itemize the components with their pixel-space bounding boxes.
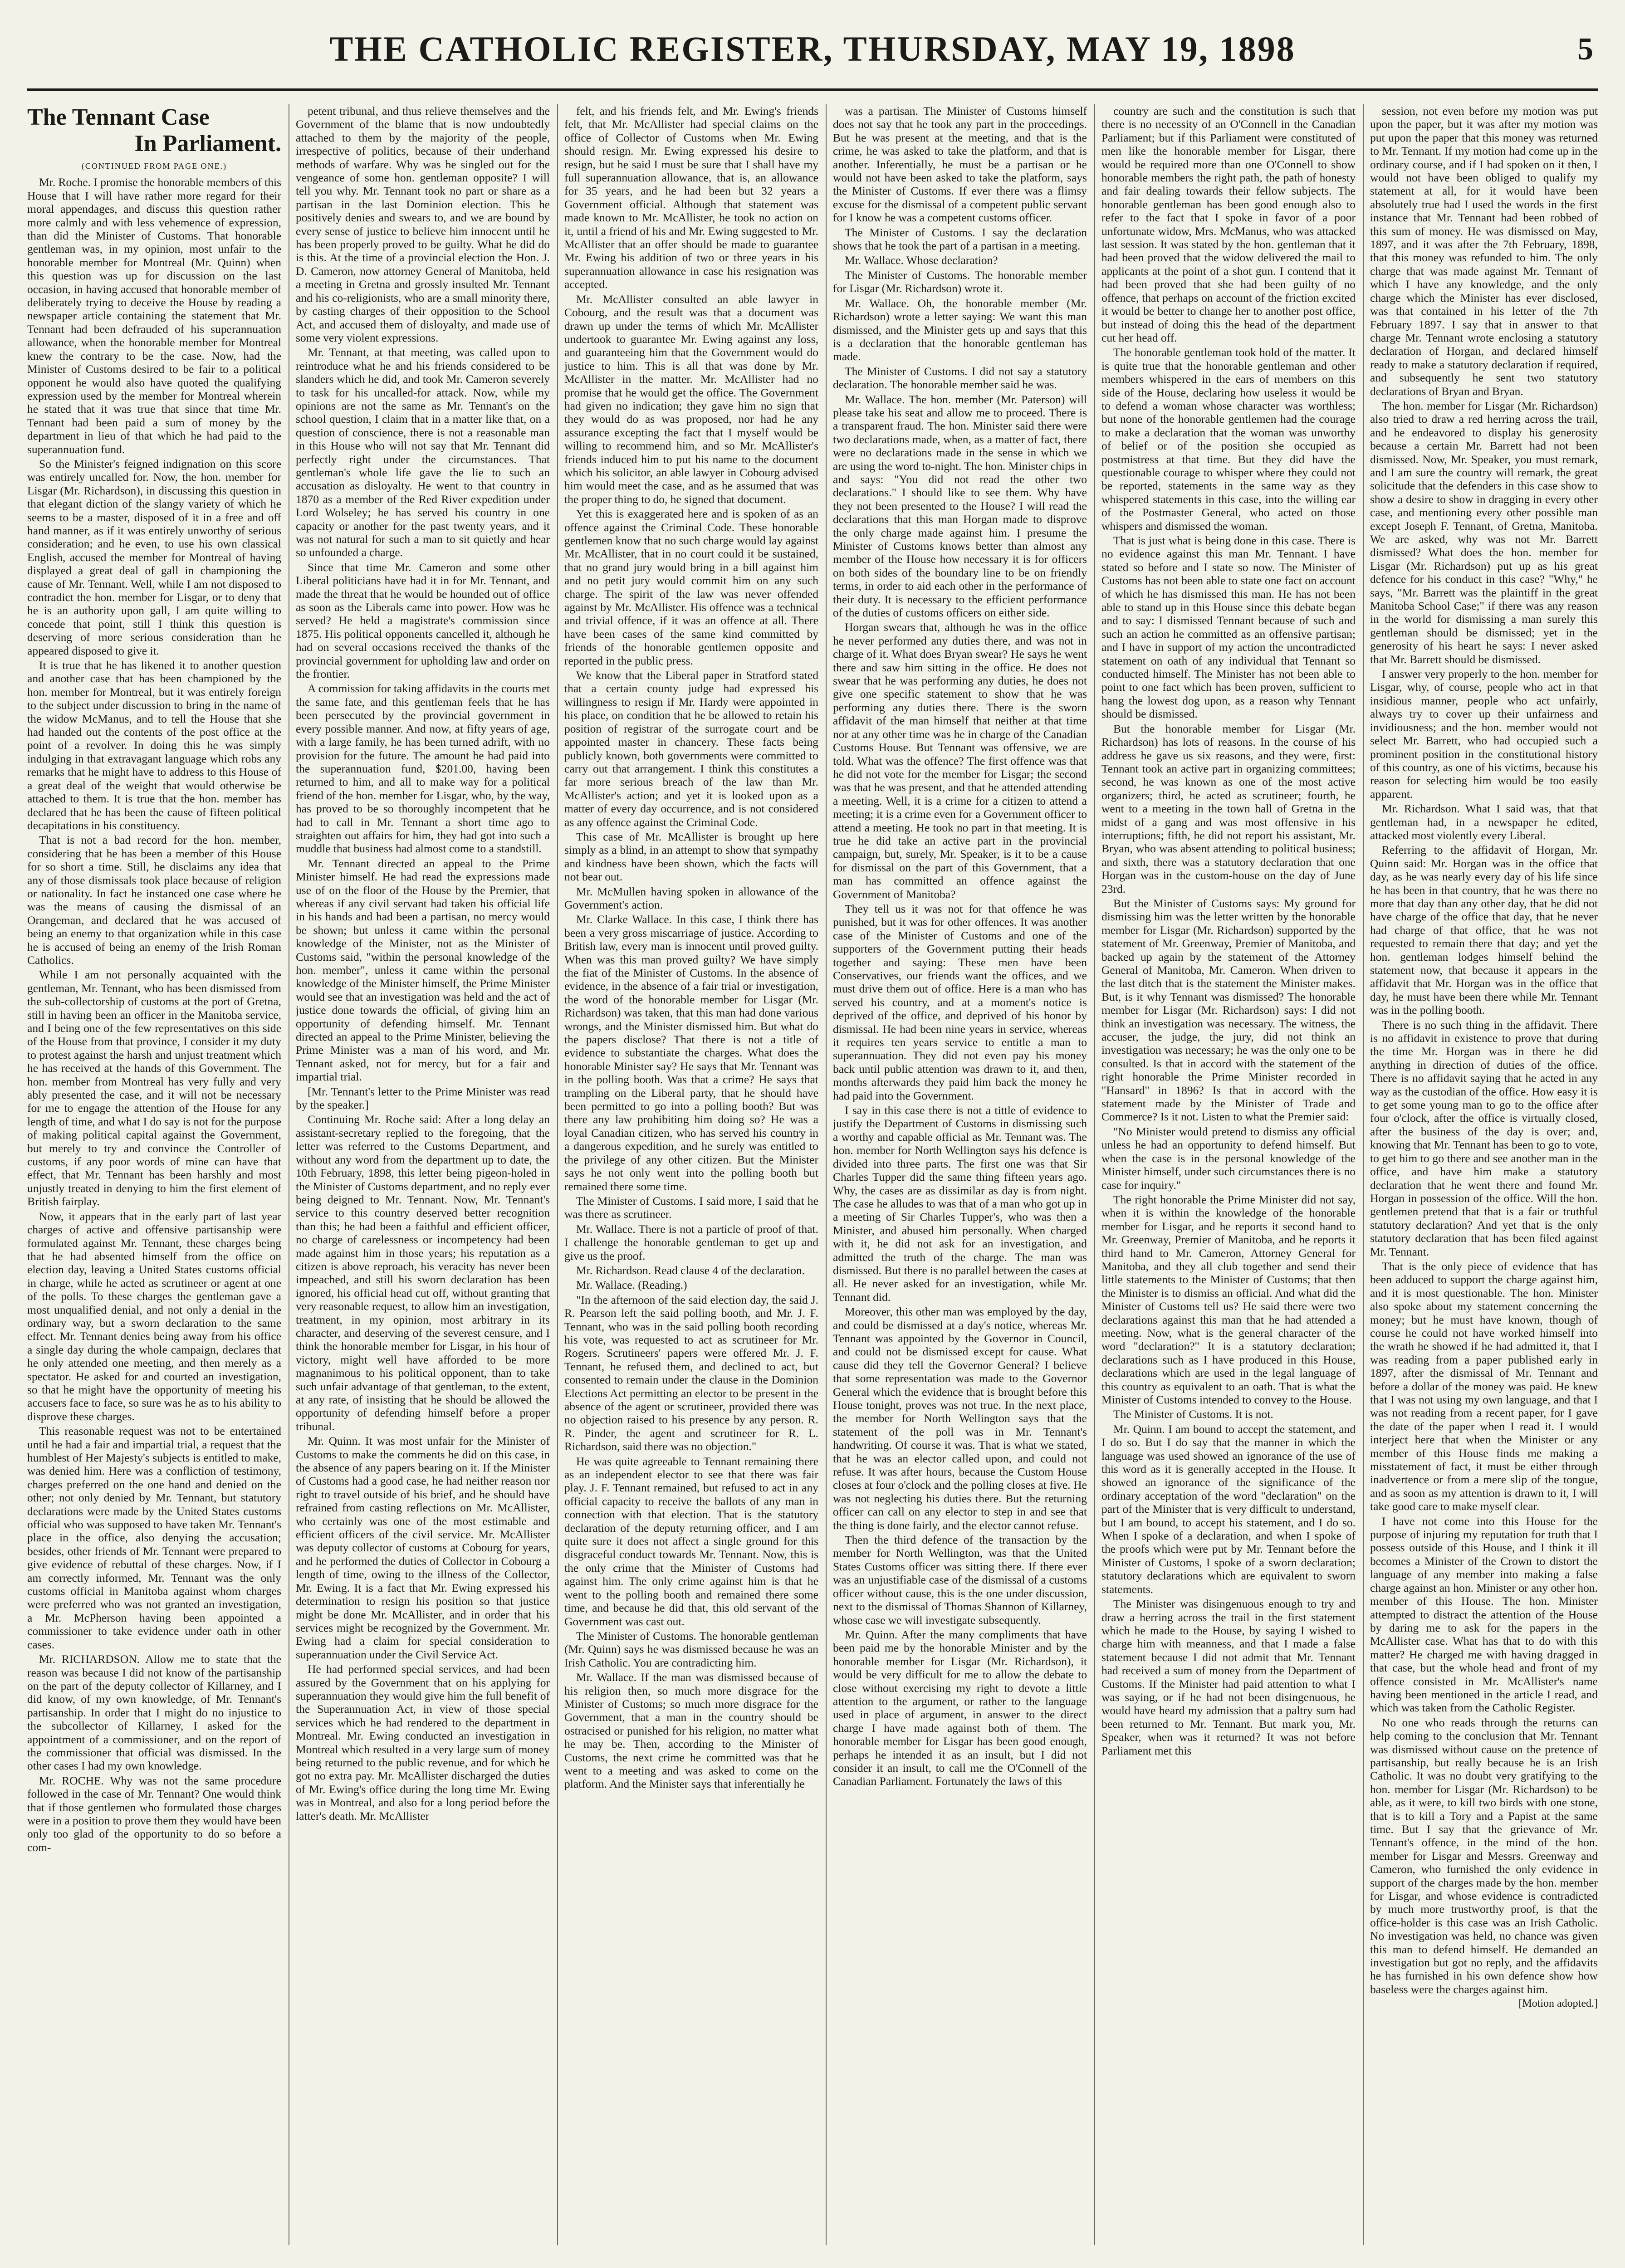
article-paragraph: felt, and his friends felt, and Mr. Ewing's friends felt, that Mr. McAllister had special claims on the office of Collector of Customs when Mr. Ewing should resign. Mr. Ewing expressed his desire to resign, but he said I must be sure that I shall have my full superannuation allowance, that is, an allowance for 35 years, and he had been but 32 years a Government official. Although that statement was made known to Mr. McAllister, he took no action on it, until a friend of his and Mr. Ewing suggested to Mr. McAllister that an offer should be made to guarantee Mr. Ewing his addition of two or three years in his superannuation allowance in case his resignation was accepted. bbox=[564, 104, 818, 291]
article-paragraph: I say in this case there is not a tittle of evidence to justify the Department of Customs in dismissing such a worthy and capable official as Mr. Tennant was. The hon. member for North Wellington says his defence is divided into three parts. The first one was that Sir Charles Tupper did the same thing fifteen years ago. Why, the cases are as dissimilar as day is from night. The case he alludes to was that of a man who got up in a meeting of Sir Charles Tupper's, who was then a Minister, and abused him personally. When charged with it, he did not ask for an investigation, and admitted the truth of the charge. The man was dismissed. But there is no parallel between the cases at all. He never asked for an investigation, while Mr. Tennant did. bbox=[833, 1104, 1087, 1304]
article-paragraph: But the honorable member for Lisgar (Mr. Richardson) has lots of reasons. In the course of his address he gave us six reasons, and they were, first: Tennant took an active part in organizing committees; second, he was known as one of the most active organizers; third, he acted as scrutineer; fourth, he went to a meeting in the town hall of Gretna in the midst of a gang and was most offensive in his interruptions; fifth, he did not report his assistant, Mr. Bryan, who was absent attending to political business; and sixth, there was a statutory declaration that one Horgan was in the custom-house on the day of June 23rd. bbox=[1101, 722, 1356, 895]
article-paragraph: That is not a bad record for the hon. member, considering that he has been a member of this House for so short a time. Still, he disclaims any idea that any of those dismissals took place because of religion or nationality. In fact he instanced one case where he was the means of causing the dismissal of an Orangeman, and declared that he was accused of being an enemy to that organization while in this case he is accused of being an enemy of the Irish Roman Catholics. bbox=[27, 833, 281, 967]
column-divider bbox=[1363, 104, 1364, 2245]
article-paragraph: was a partisan. The Minister of Customs himself does not say that he took any part in the proceedings. But he was present at the meeting, and that is the crime, he was asked to take the platform, and that is another. Inferentially, he must be a partisan or he would not have been asked to take the platform, says the Minister of Customs. If ever there was a flimsy excuse for the dismissal of a competent public servant for I know he was a competent customs officer. bbox=[833, 104, 1087, 225]
article-paragraph: Now, it appears that in the early part of last year charges of active and offensive partisanship were formulated against Mr. Tennant, these charges being that he had absented himself from the office on election day, leaving a United States customs official in charge, while he acted as scrutineer or agent at one of the polls. To these charges the gentleman gave a most unqualified denial, and not only a denial in the ordinary way, but a sworn declaration to the same effect. Mr. Tennant denies being away from his office a single day during the whole campaign, declares that he only attended one meeting, and then merely as a spectator. He asked for and courted an investigation, so that he might have the opportunity of meeting his accusers face to face, so sure was he as to his ability to disprove these charges. bbox=[27, 1209, 281, 1423]
article-paragraph: Mr. ROCHE. Why was not the same procedure followed in the case of Mr. Tennant? One would think that if those gentlemen who formulated those charges were in a position to prove them they would have been only too glad of the opportunity to do so before a com- bbox=[27, 1774, 281, 1854]
article-paragraph: No one who reads through the returns can help coming to the conclusion that Mr. Tennant was dismissed without cause on the pretence of partisanship, but really because he is an Irish Catholic. It was no doubt very gratifying to the hon. member for Lisgar (Mr. Richardson) to be able, as it were, to kill two birds with one stone, that is to kill a Tory and a Papist at the same time. But I say that the grievance of Mr. Tennant's offence, in the mind of the hon. member for Lisgar and Messrs. Greenway and Cameron, who furnished the only evidence in support of the charges made by the hon. member for Lisgar, and whose evidence is contradicted by much more trustworthy proof, is that the office-holder is this case was an Irish Catholic. No investigation was held, no chance was given this man to defend himself. He demanded an investigation but got no reply, and the affidavits he has furnished in his own defence show how baseless were the charges against him. bbox=[1370, 1716, 1598, 1996]
article-paragraph: Continuing Mr. Roche said: After a long delay an assistant-secretary replied to the foregoing, that the letter was referred to the Customs Department, and without any word from the department up to date, the 10th February, 1898, this letter being pigeon-holed in the Minister of Customs department, and no reply ever being deigned to Mr. Tennant. Now, Mr. Tennant's service to this country deserved better recognition than this; he had been a faithful and efficient officer, no charge of carelessness or incompetency had been made against him in those years; his reputation as a citizen is above reproach, his veracity has never been impeached, and still his sworn declaration has been ignored, his official head cut off, without granting that very reasonable request, to allow him an investigation, treatment, in my opinion, most arbitrary in its character, and deserving of the severest censure, and I think the honorable member for Lisgar, in his hour of victory, might well have afforded to be more magnanimous to his political opponent, than to take such unfair advantage of that gentleman, to the extent, at any rate, of insisting that he should be allowed the opportunity of defending himself before a proper tribunal. bbox=[296, 1113, 550, 1433]
closing-note: [Motion adopted.] bbox=[1518, 1998, 1598, 2010]
article-paragraph: Mr. Wallace. There is not a particle of proof of that. I challenge the honorable gentleman to get up and give us the proof. bbox=[564, 1222, 818, 1262]
article-paragraph: We know that the Liberal paper in Stratford stated that a certain county judge had expressed his willingness to resign if Mr. Hardy were appointed in his place, on condition that he be allowed to retain his position of registrar of the surrogate court and be appointed master in chancery. These facts being publicly known, both governments were committed to carry out that arrangement. I think this constitutes a far more serious breach of the law than Mr. McAllister's action; and yet it is looked upon as a matter of every day occurrence, and is not considered as any offence against the Criminal Code. bbox=[564, 669, 818, 829]
article-paragraph: petent tribunal, and thus relieve themselves and the Government of the blame that is now undoubtedly attached to them by the majority of the people, irrespective of politics, because of their underhand methods of warfare. Why was he singled out for the vengeance of some hon. gentleman opposite? I will tell you why. Mr. Tennant took no part or share as a partisan in the last Dominion election. This he positively denies and swears to, and we are bound by every sense of justice to believe him innocent until he has been properly proved to be guilty. What he did do is this. At the time of a provincial election the Hon. J. D. Cameron, now attorney General of Manitoba, held a meeting in Gretna and grossly insulted Mr. Tennant and his co-religionists, who are a small minority there, by casting charges of their opposition to the School Act, and accused them of disloyalty, and made use of some very violent expressions. bbox=[296, 104, 550, 344]
article-paragraph: The Minister of Customs. The honorable member for Lisgar (Mr. Richardson) wrote it. bbox=[833, 268, 1087, 295]
article-column-3 bbox=[564, 104, 818, 2254]
article-paragraph: Mr. RICHARDSON. Allow me to state that the reason was because I did not know of the partisanship on the part of the deputy collector of Killarney, and I did know, of my own knowledge, of Mr. Tennant's partisanship. In order that I might do no injustice to the subcollector of Killarney, I asked for the appointment of a commissioner, and on the report of the commissioner that official was dismissed. In the other cases I had my own knowledge. bbox=[27, 1652, 281, 1773]
article-paragraph: He was quite agreeable to Tennant remaining there as an independent elector to see that there was fair play. J. F. Tennant remained, but refused to act in any official capacity to receive the ballots of any man in connection with that election. That is the statutory declaration of the deputy returning officer, and I am quite sure it does not affect a single ground for this disgraceful conduct towards Mr. Tennant. Now, this is the only crime that the Minister of Customs had against him. The only crime against him is that he went to the polling booth and remained there some time, and because he did that, this old servant of the Government was cast out. bbox=[564, 1454, 818, 1628]
article-column-1 bbox=[27, 104, 281, 2254]
article-paragraph: Mr. Wallace. The hon. member (Mr. Paterson) will please take his seat and allow me to proceed. There is a transparent fraud. The hon. Minister said there were two declarations made, when, as a matter of fact, there were no declarations made in the sense in which we are using the word to-night. The hon. Minister chips in and says: "You did not read the other two declarations." I should like to see them. Why have they not been presented to the House? I will read the declarations that this man Horgan made to disprove the only charge made against him. I presume the Minister of Customs knows better than almost any member of the House how necessary it is for officers on both sides of the boundary line to be on friendly terms, in order to aid each other in the performance of their duty. It is necessary to the efficient performance of the duties of customs officers on either side. bbox=[833, 392, 1087, 620]
article-paragraph: Mr. Roche. I promise the honorable members of this House that I will have rather more regard for their moral appendages, and discuss this question rather more calmly and with less vehemence of expression, than did the Minister of Customs. That honorable gentleman was, in my opinion, most unfair to the honorable member for Montreal (Mr. Quinn) when this question was up for discussion on the last occasion, in having accused that honorable member of deliberately trying to deceive the House by reading a newspaper article containing the statement that Mr. Tennant had been defrauded of his superannuation allowance, when the honorable member for Montreal knew the contrary to be the case. Now, had the Minister of Customs desired to be fair to a political opponent he would also have quoted the qualifying expression used by the member for Montreal wherein he stated that it was true that since that time Mr. Tennant had been paid a sum of money by the department in lieu of that which he had paid to the superannuation fund. bbox=[27, 176, 281, 456]
article-paragraph: I have not come into this House for the purpose of injuring my reputation for truth that I possess outside of this House, and I think it ill becomes a Minister of the Crown to distort the language of any member into making a false charge against an hon. Minister or any other hon. member of this House. The hon. Minister attempted to distract the attention of the House by daring me to ask for the papers in the McAllister case. What has that to do with this matter? He charged me with having dragged in that case, but the whole head and front of my offence consisted in Mr. McAllister's name having been mentioned in the article I read, and which was taken from the Catholic Register. bbox=[1370, 1514, 1598, 1715]
article-paragraph: The Minister of Customs. I say the declaration shows that he took the part of a partisan in a meeting. bbox=[833, 225, 1087, 253]
article-paragraph: Mr. McMullen having spoken in allowance of the Government's action. bbox=[564, 885, 818, 911]
article-paragraph: Mr. Wallace. Whose declaration? bbox=[845, 254, 998, 267]
article-paragraph: A commission for taking affidavits in the courts met the same fate, and this gentleman feels that he has been persecuted by the provincial government in every possible manner. And now, at fifty years of age, with a large family, he has been turned adrift, with no provision for the future. The amount he had paid into the superannuation fund, $201.00, having been returned to him, and all to make way for a political friend of the hon. member for Lisgar, who, by the way, has proved to be so thoroughly incompetent that he had to call in Mr. Tennant a short time ago to straighten out affairs for him, they had got into such a muddle that business had almost come to a standstill. bbox=[296, 682, 550, 855]
article-paragraph: The Minister was disingenuous enough to try and draw a herring across the trail in the first statement which he made to the House, by saying I wished to charge him with meanness, and that I made a false statement because I did not admit that Mr. Tennant had received a sum of money from the Department of Customs. If the Minister had paid attention to what I was saying, or if he had not been disingenuous, he would have heard my admission that a paltry sum had been returned to Mr. Tennant. But mark you, Mr. Speaker, when was it returned? It was not before Parliament met this bbox=[1101, 1597, 1356, 1757]
article-paragraph: Mr. Tennant, at that meeting, was called upon to reintroduce what he and his friends considered to be slanders which he did, and took Mr. Cameron severely to task for his uncalled-for attack. Now, while my opinions are not the same as Mr. Tennant's on the school question, I claim that in a matter like that, on a question of conscience, there is not a reasonable man in this House who will not say that Mr. Tennant did perfectly right under the circumstances. That gentleman's whole life gave the lie to such an accusation as disloyalty. He went to that country in 1870 as a member of the Red River expedition under Lord Wolseley; he has served his country in one capacity or another for the past twenty years, and it was not natural for such a man to sit quietly and hear so unfounded a charge. bbox=[296, 346, 550, 559]
article-headline bbox=[27, 104, 281, 157]
article-column-2 bbox=[296, 104, 550, 2254]
article-paragraph: Yet this is exaggerated here and is spoken of as an offence against the Criminal Code. These honorable gentlemen know that no such charge would lay against Mr. McAllister, that in no court could it be sustained, that no grand jury would bring in a bill against him and no petit jury would commit him on any such charge. The spirit of the law was never offended against by Mr. McAllister. His offence was a technical and trivial offence, if it was an offence at all. There have been cases of the same kind committed by friends of the honorable gentlemen opposite and reported in the public press. bbox=[564, 507, 818, 667]
article-paragraph: That is the only piece of evidence that has been adduced to support the charge against him, and it is most questionable. The hon. Minister also spoke about my statement concerning the money; but he must have known, though of course he could not have worked himself into the wrath he showed if he had admitted it, that I was reading from a paper published early in 1897, after the dismissal of Mr. Tennant and before a dollar of the money was paid. He knew that I was not using my own language, and that I was not reading from a recent paper, for I gave the date of the paper when I read it. I would interject here that when the Minister or any member of this House finds me making a misstatement of fact, it must be either through inadvertence or from a mere slip of the tongue, and as soon as my attention is drawn to it, I will take good care to make myself clear. bbox=[1370, 1259, 1598, 1513]
article-paragraph: Mr. Richardson. What I said was, that that gentleman had, in a newspaper he edited, attacked most violently every Liberal. bbox=[1370, 802, 1598, 842]
article-paragraph: The Minister of Customs. I did not say a statutory declaration. The honorable member said he was. bbox=[833, 364, 1087, 391]
article-paragraph: "In the afternoon of the said election day, the said J. R. Pearson left the said polling booth, and Mr. J. F. Tennant, who was in the said polling booth recording his vote, was requested to act as scrutineer for Mr. Rogers. Scrutineers' papers were offered Mr. J. F. Tennant, he refused them, and declined to act, but consented to remain under the clause in the Dominion Elections Act permitting an elector to be present in the absence of the agent or scrutineer, provided there was no objection raised to his presence by any person. R. R. Pinder, the agent and scrutineer for R. L. Richardson, said there was no objection." bbox=[564, 1293, 818, 1453]
article-paragraph: While I am not personally acquainted with the gentleman, Mr. Tennant, who has been dismissed from the sub-collectorship of customs at the port of Gretna, still in having been an officer in the Manitoba service, and I being one of the few representatives on this side of the House from that province, I consider it my duty to protest against the harsh and unjust treatment which he has received at the hands of this Government. The hon. member from Montreal has very fully and very ably presented the case, and it will not be necessary for me to engage the attention of the House for any length of time, and what I do say is not for the purpose of making political capital against the Government, but merely to try and convince the Controller of customs, if any poor words of mine can have that effect, that Mr. Tennant has been harshly and most unjustly treated in denying to him the first element of British fairplay. bbox=[27, 968, 281, 1208]
article-paragraph: I answer very properly to the hon. member for Lisgar, why, of course, people who act in that insidious manner, people who act unfairly, always try to cover up their unfairness and invidiousness; and the hon. member would not select Mr. Barrett, who had occupied such a prominent position in the constitutional history of this country, as one of his victims, because his reason for selecting him would be too easily apparent. bbox=[1370, 667, 1598, 801]
article-paragraph: This case of Mr. McAllister is brought up here simply as a blind, in an attempt to show that sympathy and kindness have been shown, which the facts will not bear out. bbox=[564, 830, 818, 884]
article-paragraph: The Minister of Customs. It is not. bbox=[1113, 1408, 1273, 1421]
article-paragraph: session, not even before my motion was put upon the paper, but it was after my motion was put upon the paper that this money was returned to Mr. Tennant. If my motion had come up in the ordinary course, and if I had spoken on it then, I would not have been obliged to qualify my statement at all, for it would have been absolutely true had I used the words in the first instance that Mr. Tennant had been robbed of this sum of money. He was dismissed on May, 1897, and it was after the 7th February, 1898, that this money was refunded to him. The only charge that was made against Mr. Tennant of which I have any knowledge, and the only charge which the Minister has ever disclosed, was that contained in his letter of the 7th February 1897. I say that in answer to that charge Mr. Tennant wrote enclosing a statutory declaration of Horgan, and declared himself ready to make a statutory declaration if required, and subsequently he sent two statutory declarations of Bryan and Bryan. bbox=[1370, 104, 1598, 398]
column-divider bbox=[1094, 104, 1095, 2245]
headline-line-1: The Tennant Case bbox=[27, 104, 210, 130]
article-column-6 bbox=[1370, 104, 1598, 2254]
masthead bbox=[27, 25, 1598, 79]
article-column-5 bbox=[1101, 104, 1356, 2254]
article-column-4 bbox=[833, 104, 1087, 2254]
article-paragraph: Since that time Mr. Cameron and some other Liberal politicians have had it in for Mr. Tennant, and made the threat that he would be hounded out of office as soon as the Liberals came into power. How was he served? He held a magistrate's commission since 1875. His political opponents cancelled it, although he had on several occasions received the thanks of the provincial government for upholding law and order on the frontier. bbox=[296, 560, 550, 681]
article-paragraph: The Minister of Customs. I said more, I said that he was there as scrutineer. bbox=[564, 1194, 818, 1221]
article-paragraph: Moreover, this other man was employed by the day, and could be dismissed at a day's notice, whereas Mr. Tennant was appointed by the Governor in Council, and could not be dismissed except for cause. What cause did they tell the Governor General? I believe that some representation was made to the Governor General which the evidence that is brought before this House tonight, proves was not true. In the next place, the member for North Wellington says that the statement of the poll was in Mr. Tennant's handwriting. Of course it was. That is what we stated, that he was an elector called upon, and could not refuse. It was after hours, because the Custom House closes at four o'clock and the polling closes at five. He was not neglecting his duties there. But the returning officer can call on any elector to step in and see that the thing is done fairly, and the elector cannot refuse. bbox=[833, 1305, 1087, 1532]
article-paragraph: Mr. Tennant directed an appeal to the Prime Minister himself. He had read the expressions made use of on the floor of the House by the Premier, that whereas if any civil servant had taken his official life in his hands and had been a partisan, no mercy would be shown; but unless it came within the personal knowledge of the Minister, not as the Minister of Customs said, "within the personal knowledge of the hon. member", unless it came within the personal knowledge of the Minister himself, the Prime Minister would see that an investigation was held and the act of justice done towards the official, of giving him an opportunity of defending himself. Mr. Tennant directed an appeal to the Prime Minister, believing the Prime Minister was a man of his word, and Mr. Tennant asked, not for mercy, but for a fair and impartial trial. bbox=[296, 856, 550, 1084]
article-paragraph: country are such and the constitution is such that there is no necessity of an O'Connell in the Canadian Parliament; but if this Parliament were constituted of men like the honorable member for Lisgar, there would be required more than one O'Connell to show honorable members the right path, the path of honesty and fair dealing towards their fellow subjects. The honorable gentleman has been good enough also to refer to the fact that I spoke in favor of a poor unfortunate widow, Mrs. McManus, who was attacked last session. It was stated by the hon. gentleman that it had been proved that the widow delivered the mail to applicants at the point of a shot gun. I contend that it had been proved that she had been guilty of no offence, that perhaps on account of the friction excited it would be better to change her to another post office, but instead of doing this the head of the department cut her head off. bbox=[1101, 104, 1356, 344]
masthead-rule bbox=[27, 88, 1598, 91]
continued-note: (CONTINUED FROM PAGE ONE.) bbox=[81, 161, 227, 171]
article-paragraph: The hon. member for Lisgar (Mr. Richardson) also tried to draw a red herring across the trail, and he endeavored to display his generosity because a certain Mr. Barrett had not been dismissed. Now, Mr. Speaker, you must remark, and I am sure the country will remark, the great solicitude that the defenders in this case show to show a desire to show in dragging in every other case, and mentioning every other possible man except Joseph F. Tennant, of Gretna, Manitoba. We are asked, why was not Mr. Barrett dismissed? What does the hon. member for Lisgar (Mr. Richardson) put up as his great defence for his conduct in this case? "Why," he says, "Mr. Barrett was the plaintiff in the great Manitoba School Case;" if there was any reason in the world for dismissing a man surely this gentleman should be dismissed; yet in the generosity of his heart he says: I never asked that Mr. Barrett should be dismissed. bbox=[1370, 399, 1598, 666]
article-paragraph: They tell us it was not for that offence he was punished, but it was for other offences. It was another case of the Minister of Customs and one of the supporters of the Government putting their heads together and saying: These men have been Conservatives, our friends want the offices, and we must drive them out of office. Here is a man who has served his country, and at a moment's notice is deprived of the office, and deprived of his honor by dismissal. He had been nine years in service, whereas it requires ten years service to entitle a man to superannuation. They did not even pay his money back until public attention was drawn to it, and then, months afterwards they paid him back the money he had paid into the Government. bbox=[833, 902, 1087, 1102]
page-number: 5 bbox=[1577, 32, 1593, 67]
article-paragraph: There is no such thing in the affidavit. There is no affidavit in existence to prove that during the time Mr. Horgan was in there he did anything in direction of duties of the office. There is no affidavit saying that he acted in any way as the custodian of the office. How easy it is to get some young man to go to the office after four o'clock, after the office is virtually closed, after the business of the day is over; and, knowing that Mr. Tennant has been to go to vote, to get him to go there and see another man in the office, and have him make a statutory declaration that he went there and found Mr. Horgan in possession of the office. Will the hon. gentlemen pretend that that is a fair or truthful statutory declaration? And yet that is the only statutory declaration that has been filed against Mr. Tennant. bbox=[1370, 1018, 1598, 1258]
column-divider bbox=[557, 104, 558, 2245]
article-paragraph: Mr. Quinn. I am bound to accept the statement, and I do so. But I do say that the manner in which the language was used showed an ignorance of the use of this word as it is generally accepted in the House. It showed an ignorance of the significance of the ordinary acceptation of the word "declaration" on the part of the Minister that is very difficult to understand, but I am bound, to accept his statement, and I do so. When I spoke of a declaration, and when I spoke of the proofs which were put by Mr. Tennant before the Minister of Customs, I spoke of a sworn declaration; statutory declarations which are equivalent to sworn statements. bbox=[1101, 1422, 1356, 1596]
article-paragraph: But the Minister of Customs says: My ground for dismissing him was the letter written by the honorable member for Lisgar (Mr. Richardson) supported by the statement of Mr. Greenway, Premier of Manitoba, and backed up again by the statement of the Attorney General of Manitoba, Mr. Cameron. When driven to the last ditch that is the statement the Minister makes. But, is it why Tennant was dismissed? The honorable member for Lisgar (Mr. Richardson) says: I did not think an investigation was necessary. The witness, the accuser, the judge, the jury, did not think an investigation was necessary; he was the only one to be consulted. Is that in accord with the statement of the right honorable the Prime Minister recorded in "Hansard" in 1896? Is that in accord with the statement made by the Minister of Trade and Commerce? Is it not. Listen to what the Premier said: bbox=[1101, 896, 1356, 1124]
article-paragraph: So the Minister's feigned indignation on this score was entirely uncalled for. Now, the hon. member for Lisgar (Mr. Richardson), in discussing this question in that elegant diction of the slangy variety of which he seems to be a master, disposed of it in a free and off hand manner, as if it was entirely unworthy of serious consideration; and he even, to use his own classical English, accused the member for Montreal of having displayed a great deal of gall in championing the cause of Mr. Tennant. Well, while I am not disposed to contradict the hon. member for Lisgar, or to deny that he is an authority upon gall, I am quite willing to concede that point, still I think this question is deserving of more serious consideration than he appeared disposed to give it. bbox=[27, 457, 281, 657]
article-paragraph: Mr. Wallace. Oh, the honorable member (Mr. Richardson) wrote a letter saying: We want this man dismissed, and the Minister gets up and says that this is a declaration that the honorable gentleman has made. bbox=[833, 296, 1087, 363]
article-paragraph: Mr. Wallace. (Reading.) bbox=[576, 1278, 687, 1292]
article-paragraph: The right honorable the Prime Minister did not say, when it is within the knowledge of the honorable member for Lisgar, and he reports it second hand to Mr. Greenway, Premier of Manitoba, and he reports it third hand to Mr. Cameron, Attorney General for Manitoba, and they all club together and send their little statements to the Minister of Customs; that then the Minister is to dismiss an official. And what did the Minister of Customs tell us? He said there were two declarations against this man that he had attended a meeting. Now, what is the general character of the word "declaration?" It is a statutory declaration; declarations such as I have produced in this House, declarations which are used in the legal language of this country as equivalent to an oath. That is what the Minister of Customs intended to convey to the House. bbox=[1101, 1193, 1356, 1406]
article-paragraph: This reasonable request was not to be entertained until he had a fair and impartial trial, a request that the humblest of Her Majesty's subjects is entitled to make, was denied him. Here was a confliction of testimony, charges preferred on the one hand and denied on the other; not only denied by Mr. Tennant, but statutory declarations were made by the United States customs official who was supposed to have taken Mr. Tennant's place in the office, also denying the accusation; besides, other friends of Mr. Tennant were prepared to give evidence of rebuttal of these charges. Now, if I am correctly informed, Mr. Tennant was the only customs official in Manitoba against whom charges were preferred who was not granted an investigation, a Mr. McPherson having been appointed a commissioner to take evidence under oath in other cases. bbox=[27, 1424, 281, 1651]
article-paragraph: Mr. Wallace. If the man was dismissed because of his religion then, so much more disgrace for the Minister of Customs; so much more disgrace for the Government, that a man in the country should be ostracised or punished for his religion, no matter what he may be. Then, according to the Minister of Customs, the next crime he committed was that he went to a meeting and was asked to come on the platform. And the Minister says that inferentially he bbox=[564, 1671, 818, 1791]
article-paragraph: He had performed special services, and had been assured by the Government that on his applying for superannuation they would give him the full benefit of the Superannuation Act, in view of those special services which he had rendered to the department in Montreal. Mr. Ewing conducted an investigation in Montreal which resulted in a very large sum of money being returned to the public revenue, and for which he got no extra pay. Mr. McAllister discharged the duties of Mr. Ewing's office during the long time Mr. Ewing was in Montreal, and also for a long period before the latter's death. Mr. McAllister bbox=[296, 1662, 550, 1823]
article-paragraph: Mr. Clarke Wallace. In this case, I think there has been a very gross miscarriage of justice. According to British law, every man is innocent until proved guilty. When was this man proved guilty? We have simply the fiat of the Minister of Customs. In the absence of evidence, in the absence of a fair trial or investigation, the word of the honorable member for Lisgar (Mr. Richardson) was taken, that this man had done various wrongs, and the Minister dismissed him. But what do the papers disclose? That there is not a title of evidence to substantiate the charges. What does the honorable Minister say? He says that Mr. Tennant was in the polling booth. Was that a crime? He says that trampling on the Liberal party, that he should have been permitted to go into a polling booth? But was there any law prohibiting him doing so? He was a loyal Canadian citizen, who has served his country in a dangerous expedition, and he surely was entitled to the privilege of any other citizen. But the Minister says he not only went into the polling booth but remained there some time. bbox=[564, 913, 818, 1193]
newspaper-title: THE CATHOLIC REGISTER, THURSDAY, MAY 19, 1898 bbox=[329, 29, 1296, 68]
article-paragraph: [Mr. Tennant's letter to the Prime Minister was read by the speaker.] bbox=[296, 1085, 550, 1112]
article-paragraph: Mr. Quinn. After the many compliments that have been paid me by the honorable Minister and by the honorable member for Lisgar (Mr. Richardson), it would be very difficult for me to allow the debate to close without exercising my right to devote a little attention to the argument, or rather to the language used in place of argument, in answer to the direct charge I have made against both of them. The honorable member for Lisgar has been good enough, perhaps he intended it as an insult, but I did not consider it an insult, to call me the O'Connell of the Canadian Parliament. Fortunately the laws of this bbox=[833, 1628, 1087, 1788]
article-paragraph: Mr. Quinn. It was most unfair for the Minister of Customs to make the comments he did on this case, in the absence of any papers bearing on it. If the Minister of Customs had a good case, he had neither reason nor right to travel outside of his brief, and he should have refrained from casting reflections on Mr. McAllister, who certainly was one of the most estimable and efficient officers of the civil service. Mr. McAllister was deputy collector of customs at Cobourg for years, and he performed the duties of Collector in Cobourg a length of time, owing to the illness of the Collector, Mr. Ewing. It is a fact that Mr. Ewing expressed his determination to resign his position so that justice might be done Mr. McAllister, and in order that his services might be recognized by the Government. Mr. Ewing had a claim for special consideration to superannuation under the Civil Service Act. bbox=[296, 1434, 550, 1661]
article-paragraph: The honorable gentleman took hold of the matter. It is quite true that the honorable gentleman and other members whispered in the ears of members on this side of the House, declaring how useless it would be to defend a woman whose character was worthless; but none of the honorable gentlemen had the courage to make a declaration that the woman was unworthy of belief or of the position she occupied as postmistress at that time. But they did have the questionable courage to whisper where they could not be reported, statements in the same way as they whispered statements in this case, into the willing ear of the Postmaster General, who acted on those whispers and dismissed the woman. bbox=[1101, 346, 1356, 533]
article-paragraph: The Minister of Customs. The honorable gentleman (Mr. Quinn) says he was dismissed because he was an Irish Catholic. You are contradicting him. bbox=[564, 1629, 818, 1669]
headline-line-2: In Parliament. bbox=[134, 131, 281, 156]
article-paragraph: It is true that he has likened it to another question and another case that has been championed by the hon. member for Montreal, but it was entirely foreign to the subject under discussion to bring in the name of the widow McManus, and to tell the House that she had handed out the contents of the post office at the point of a revolver. In doing this he was simply indulging in that extravagant language which robs any remarks that he might have to address to this House of a great deal of the weight that would otherwise be attached to them. It is true that the hon. member has declared that he has been the cause of fifteen political decapitations in his constituency. bbox=[27, 659, 281, 832]
column-divider bbox=[826, 104, 827, 2245]
article-paragraph: Then the third defence of the transaction by the member for North Wellington, was that the United States Customs officer was sitting there. If there ever was an unjustifiable case of the dismissal of a customs officer without cause, this is the one under discussion, next to the dismissal of Thomas Shannon of Killarney, whose case we will investigate subsequently. bbox=[833, 1533, 1087, 1627]
article-paragraph: Mr. McAllister consulted an able lawyer in Cobourg, and the result was that a document was drawn up under the terms of which Mr. McAllister undertook to guarantee Mr. Ewing against any loss, and guaranteeing him that the Government would do justice to him. This is all that was done by Mr. McAllister in the matter. Mr. McAllister had no promise that he would get the office. The Government had given no indication; they gave him no sign that they would do as was proposed, nor had he any assurance excepting the fact that I myself would be willing to recommend him, and so Mr. McAllister's friends induced him to put his name to the document which his solicitor, an able lawyer in Cobourg advised him would meet the case, and as he assumed that was the proper thing to do, he signed that document. bbox=[564, 292, 818, 506]
article-paragraph: "No Minister would pretend to dismiss any official unless he had an opportunity to defend himself. But when the case is in the personal knowledge of the Minister himself, under such circumstances there is no case for inquiry." bbox=[1101, 1124, 1356, 1192]
article-paragraph: Horgan swears that, although he was in the office he never performed any duties there, and was not in charge of it. What does Bryan swear? He says he went there and saw him sitting in the office. He does not swear that he was performing any duties, he does not give one specific statement to show that he was performing any duties there. There is the sworn affidavit of the man himself that neither at that time nor at any other time was he in charge of the Canadian Customs House. But Tennant was offensive, we are told. What was the offence? The first offence was that he did not vote for the member for Lisgar; the second was that he was present, and that he attended attending a meeting. Well, it is a crime for a citizen to attend a meeting; it is a crime even for a Government officer to attend a meeting. He took no part in that meeting. It is true he did take an active part in the provincial campaign, but, surely, Mr. Speaker, is it to be a cause for dismissal on the part of this Government, that a man has committed an offence against the Government of Manitoba? bbox=[833, 621, 1087, 901]
article-paragraph: Referring to the affidavit of Horgan, Mr. Quinn said: Mr. Horgan was in the office that day, as he was nearly every day of his life since he has been in that country, that he was there no more that day than any other day, that he did not have charge of the office that day, that he never had charge of that office, that he was not requested to remain there that day; and yet the hon. gentleman lodges himself behind the statement now, that because it appears in the affidavit that Mr. Horgan was in the office that day, he must have been there while Mr. Tennant was in the polling booth. bbox=[1370, 843, 1598, 1017]
article-paragraph: That is just what is being done in this case. There is no evidence against this man Mr. Tennant. I have stated so before and I state so now. The Minister of Customs has not been able to state one fact on account of which he has dismissed this man. He has not been able to stand up in this House since this debate began and to say: I dismissed Tennant because of such and such an action he committed as an offensive partisan; and I have in support of my action the uncontradicted statement on oath of any individual that Tennant so conducted himself. The Minister has not been able to point to one fact which has been proven, sufficient to hang the lowest dog upon, as a reason why Tennant should be dismissed. bbox=[1101, 534, 1356, 721]
article-paragraph: Mr. Richardson. Read clause 4 of the declaration. bbox=[576, 1263, 805, 1277]
